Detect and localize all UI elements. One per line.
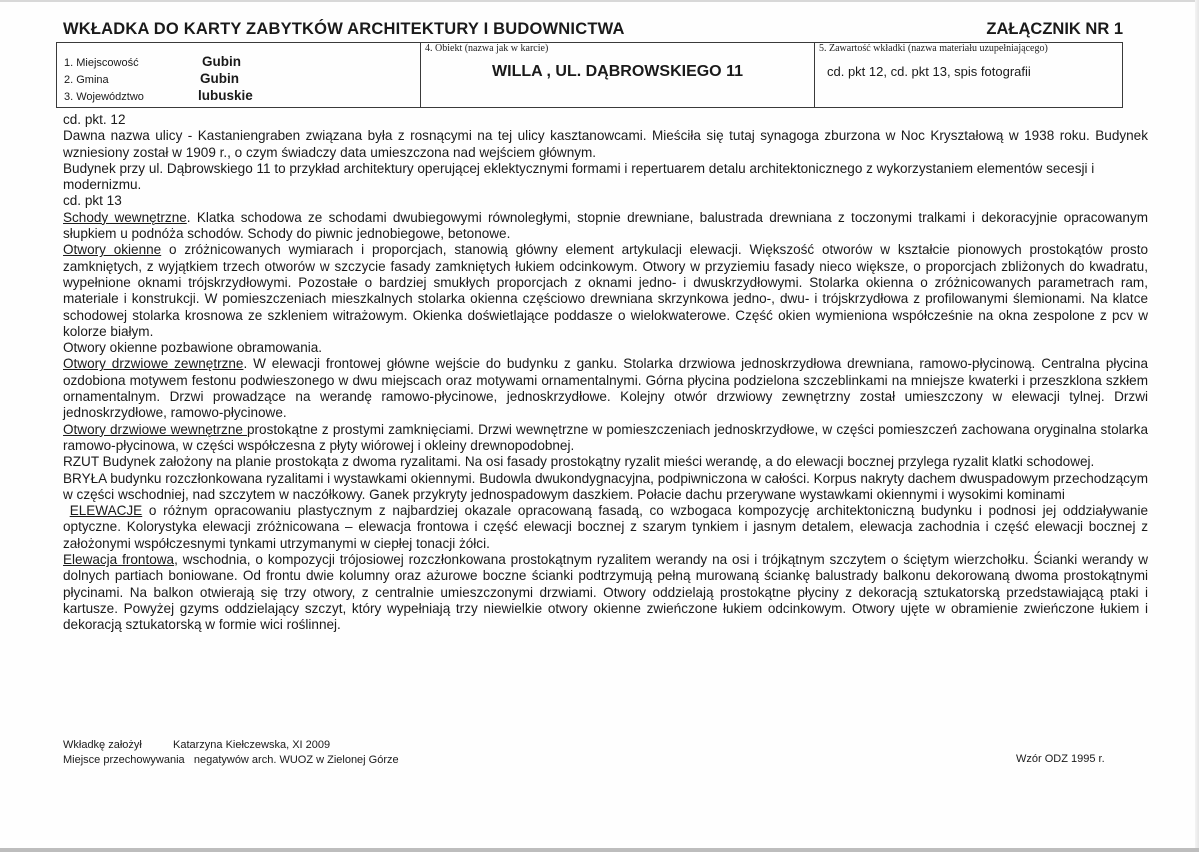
storage-row <box>63 753 399 768</box>
paragraph-elevations: ELEWACJE o różnym opracowaniu plastycznym z najbardziej okazale opracowaną fasadą, co wzbogaca kompozycję architektoniczną budynku i podnosi jej oddziaływanie optyczne. Kolorystyka elewacji zróżnicowana – elewacja frontowa i część elewacji bocznej z szarym tynkiem i jasnym detalem, elewacja zachodnia i część elewacji bocznej z założonymi współczesnymi tynkami utrzymanymi w ciepłej tonacji żółci. <box>63 503 1149 551</box>
document-title: WKŁADKA DO KARTY ZABYTKÓW ARCHITEKTURY I BUDOWNICTWA <box>63 20 625 38</box>
object-name: WILLA , UL. DĄBROWSKIEGO 11 <box>492 63 743 80</box>
locality-value: Gubin <box>202 54 241 69</box>
windows-heading: Otwory okienne <box>63 242 162 258</box>
template-label: Wzór ODZ 1995 r. <box>1016 753 1105 765</box>
header-table <box>56 42 1123 108</box>
storage-label: Miejsce przechowywania <box>63 754 185 766</box>
paragraph-window-frames: Otwory okienne pozbawione obramowania. <box>63 340 323 356</box>
locality-label: 1. Miejscowość <box>64 57 139 69</box>
object-cell <box>421 43 815 107</box>
author-row <box>63 738 399 753</box>
contents-value: cd. pkt 12, cd. pkt 13, spis fotografii <box>827 64 1031 79</box>
footer-info <box>63 738 399 768</box>
paragraph-street-history: Dawna nazwa ulicy - Kastaniengraben związana była z rosnącymi na tej ulicy kasztanowcami. Mieściła się tutaj synagoga zburzona w Noc Kryształową w 1938 roku. Budynek wzniesiony został w 1909 r., o czym świadczy data umieszczona nad wejściem głównym. <box>63 128 1148 160</box>
front-elevation-heading: Elewacja frontowa <box>63 552 175 568</box>
location-cell <box>57 43 421 107</box>
paragraph-interior-doors: Otwory drzwiowe wewnętrzne prostokątne z prostymi zamknięciami. Drzwi wewnętrzne w pomieszczeniach jednoskrzydłowe, w części pomieszczeń zachowana oryginalna stolarka ramowo-płycinowa, w części współczesna z płyty wiórowej i okleiny drewnopodobnej. <box>63 421 1148 453</box>
paragraph-front-elevation: Elewacja frontowa, wschodnia, o kompozycji trójosiowej rozczłonkowana prostokątnym ryzalitem werandy na osi i trójkątnym szczytem o ściętym wierzchołku. Ścianki werandy w dolnych partiach boniowane. Od frontu dwie kolumny oraz ażurowe boczne ścianki podtrzymują pełną murowaną ściankę balustrady balkonu dekorowaną dwoma prostokątnymi płycinami. Na balkon otwierają się trzy otwory, z centralnie umieszczonymi drzwiami. Otwory oddzielają prostokątne płyciny z dekoracją sztukatorską przedstawiającą ptaki i kartusze. Powyżej gzyms oddzielający szczyt, który wypełniają trzy niewielkie otwory okienne zwieńczone łukiem odcinkowym. Otwory ujęte w obramienie zwieńczone łukiem i dekoracją sztukatorską w formie wici roślinnej. <box>63 552 1148 633</box>
voivodeship-value: lubuskie <box>198 88 253 103</box>
object-caption: 4. Obiekt (nazwa jak w karcie) <box>425 43 549 54</box>
section-heading-13: cd. pkt 13 <box>63 193 122 209</box>
paragraph-exterior-doors: Otwory drzwiowe zewnętrzne. W elewacji frontowej główne wejście do budynku z ganku. Stolarka drzwiowa jednoskrzydłowa drewniana, ramowo-płycinową. Centralna płycina ozdobiona motywem festonu podwieszonego w dwu miejscach oraz motywami ornamentalnymi. Górna płycina podzielona szczeblinkami na mniejsze kwaterki i przeszklona szkłem ornamentalnym. Drzwi prowadzące na werandę ramowo-płycinowe, jednoskrzydłowe. Kolejny otwór drzwiowy zewnętrzny został umieszczony w elewacji tylnej. Drzwi jednoskrzydłowe, ramowo-płycinowe. <box>63 356 1148 421</box>
storage-value: negatywów arch. WUOZ w Zielonej Górze <box>193 754 399 766</box>
interior-doors-heading: Otwory drzwiowe wewnętrzne <box>63 421 248 437</box>
scan-bottom-edge <box>0 848 1199 852</box>
scan-right-edge <box>1195 0 1199 852</box>
voivodeship-label: 3. Województwo <box>64 91 144 103</box>
document-body <box>63 112 1148 634</box>
commune-label: 2. Gmina <box>64 74 109 86</box>
paragraph-window-openings: Otwory okienne o zróżnicowanych wymiarach i proporcjach, stanowią główny element artykulacji elewacji. Większość otworów w kształcie pionowych prostokątów prosto zamkniętych, z wyjątkiem trzech otworów w szczycie fasady zamkniętych łukiem odcinkowym. Otwory w przyziemiu fasady nieco większe, o proporcjach zbliżonych do kwadratu, wypełnione oknami trójskrzydłowymi. Pozostałe o bardziej smukłych proporcjach z oknami jedno- i dwuskrzydłowymi. Stolarka okienna o zróżnicowanych parametrach ram, materiale i konstrukcji. W pomieszczeniach mieszkalnych stolarka okienna częściowo drewniana skrzynkowa jedno-, dwu- i trójskrzydłowa z profilowanymi ślemionami. Na klatce schodowej stolarka krosnowa ze szkleniem witrażowym. Okienka doświetlające poddasze o wielokwaterowe. Część okien wymieniona współcześnie na okna zespolone z pcv w kolorze białym. <box>63 242 1148 339</box>
stairs-heading: Schody wewnętrzne <box>63 209 187 225</box>
section-heading-12: cd. pkt. 12 <box>63 112 126 127</box>
contents-caption: 5. Zawartość wkładki (nazwa materiału uzupełniającego) <box>819 43 1048 54</box>
contents-cell <box>815 43 1122 107</box>
annex-label: ZAŁĄCZNIK NR 1 <box>986 20 1123 38</box>
author-label: Wkładkę założył <box>63 739 142 751</box>
paragraph-building-mass: BRYŁA budynku rozczłonkowana ryzalitami i wystawkami okiennymi. Budowla dwukondygnacyjna, podpiwniczona w całości. Korpus nakryty dachem dwuspadowym przechodzącym w części wschodniej, nad szczytem w naczółkowy. Ganek przykryty jednospadowym daszkiem. Połacie dachu przerywane wystawkami okiennymi i wysokimi kominami <box>63 470 1148 502</box>
exterior-doors-heading: Otwory drzwiowe zewnętrzne <box>63 356 244 372</box>
commune-value: Gubin <box>200 71 239 86</box>
elevations-heading: ELEWACJE <box>69 503 143 519</box>
scan-top-edge <box>0 0 1199 2</box>
author-value: Katarzyna Kiełczewska, XI 2009 <box>173 739 331 751</box>
paragraph-architecture-style: Budynek przy ul. Dąbrowskiego 11 to przykład architektury operującej eklektycznymi formami i repertuarem detalu architektonicznego z wykorzystaniem elementów secesji i modernizmu. <box>63 160 1095 193</box>
paragraph-floor-plan: RZUT Budynek założony na planie prostokąta z dwoma ryzalitami. Na osi fasady prostokątny ryzalit mieści werandę, a do elewacji bocznej przylega ryzalit klatki schodowej. <box>63 454 1095 470</box>
paragraph-interior-stairs: Schody wewnętrzne. Klatka schodowa ze schodami dwubiegowymi równoległymi, stopnie drewniane, balustrada drewniana z toczonymi tralkami i dekoracyjnie opracowanym słupkiem u podnóża schodów. Schody do piwnic jednobiegowe, betonowe. <box>63 209 1149 242</box>
